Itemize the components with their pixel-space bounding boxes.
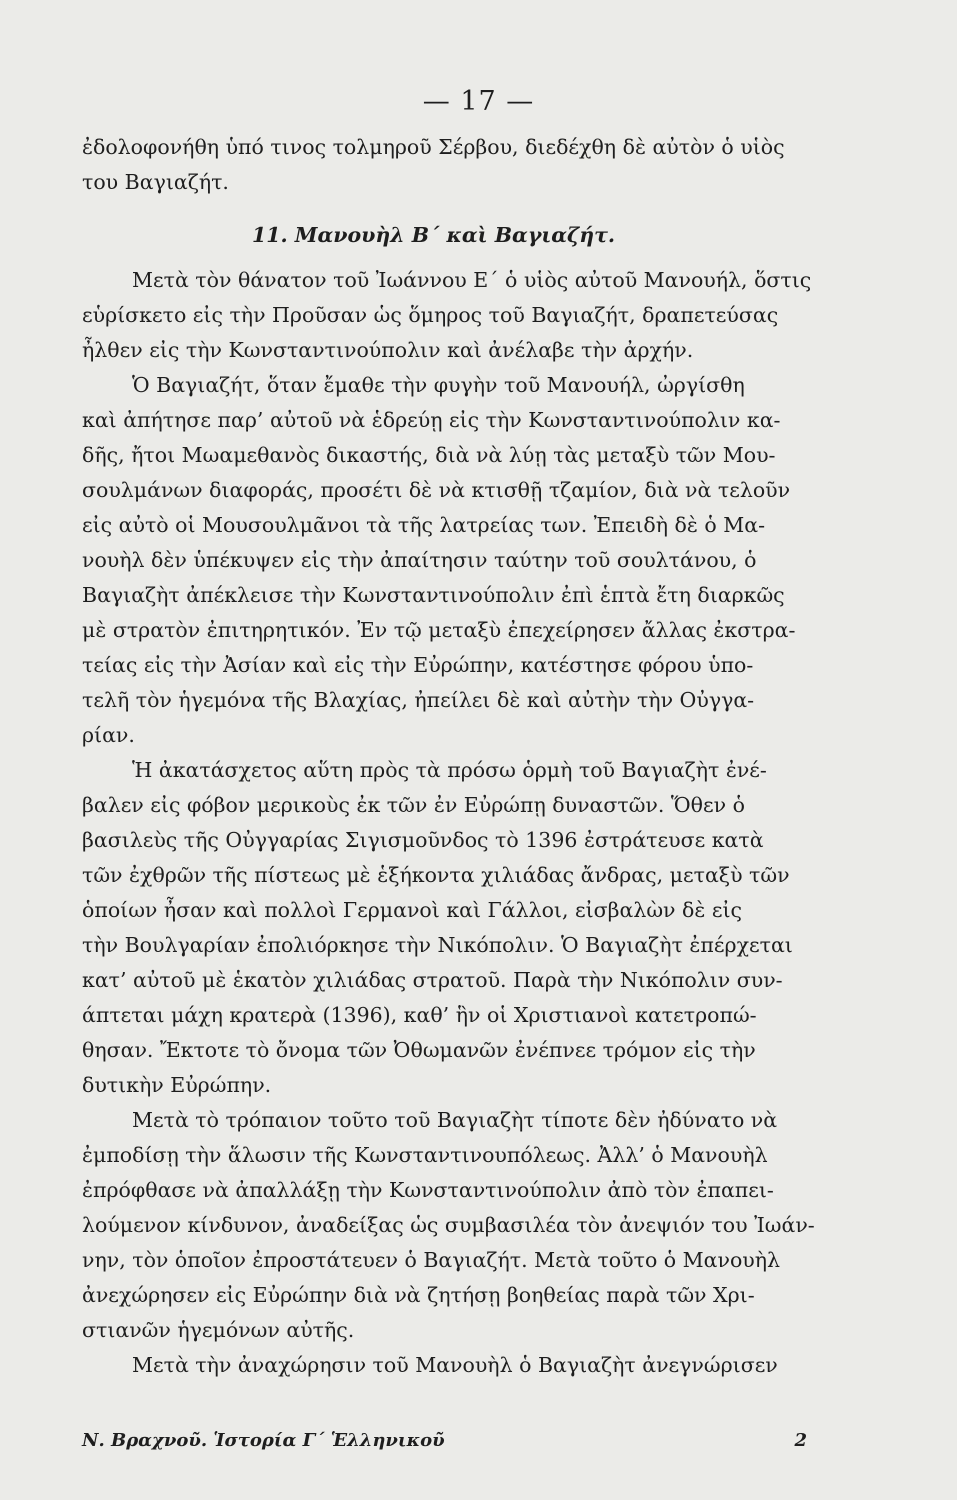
page-footer [82,1430,877,1451]
text-line: σουλμάνων διαφοράς, προσέτι δὲ νὰ κτισθῇ τζαμίον, διὰ νὰ τελοῦν [82,478,791,502]
text-line: ἐπρόφθασε νὰ ἀπαλλάξῃ τὴν Κωνσταντινούπολιν ἀπὸ τὸν ἐπαπει- [82,1178,774,1202]
text-line: Μετὰ τὸ τρόπαιον τοῦτο τοῦ Βαγιαζὴτ τίποτε δὲν ἠδύνατο νὰ [132,1108,778,1132]
text-line: Μετὰ τὴν ἀναχώρησιν τοῦ Μανουὴλ ὁ Βαγιαζὴτ ἀνεγνώρισεν [132,1353,778,1377]
text-line: μὲ στρατὸν ἐπιτηρητικόν. Ἐν τῷ μεταξὺ ἐπεχείρησεν ἄλλας ἐκστρα- [82,618,796,642]
text-line: ἐδολοφονήθη ὑπό τινος τολμηροῦ Σέρβου, διεδέχθη δὲ αὐτὸν ὁ υἱὸς [82,135,785,159]
text-line: Ἡ ἀκατάσχετος αὕτη πρὸς τὰ πρόσω ὁρμὴ τοῦ Βαγιαζὴτ ἐνέ- [132,758,767,782]
body-text [82,130,877,1383]
text-line: στιανῶν ἡγεμόνων αὐτῆς. [82,1318,355,1342]
text-line: εἰς αὐτὸ οἱ Μουσουλμᾶνοι τὰ τῆς λατρείας των. Ἐπειδὴ δὲ ὁ Μα- [82,513,766,537]
text-line: ἦλθεν εἰς τὴν Κωνσταντινούπολιν καὶ ἀνέλαβε τὴν ἀρχήν. [82,338,694,362]
section-heading: 11. Μανουὴλ Β΄ καὶ Βαγιαζήτ. [252,223,616,247]
text-line: Βαγιαζὴτ ἀπέκλεισε τὴν Κωνσταντινούπολιν ἐπὶ ἑπτὰ ἔτη διαρκῶς [82,583,785,607]
text-line: καὶ ἀπήτησε παρ’ αὐτοῦ νὰ ἑδρεύῃ εἰς τὴν Κωνσταντινούπολιν κα- [82,408,781,432]
text-line: εὑρίσκετο εἰς τὴν Προῦσαν ὡς ὅμηρος τοῦ Βαγιαζήτ, δραπετεύσας [82,303,779,327]
text-line: Μετὰ τὸν θάνατον τοῦ Ἰωάννου Ε΄ ὁ υἱὸς αὐτοῦ Μανουήλ, ὅστις [132,268,812,292]
page-number: — 17 — [422,86,535,117]
text-line: του Βαγιαζήτ. [82,170,229,194]
text-line: θησαν. Ἔκτοτε τὸ ὄνομα τῶν Ὀθωμανῶν ἐνέπνεε τρόμον εἰς τὴν [82,1038,756,1062]
text-line: τελῆ τὸν ἡγεμόνα τῆς Βλαχίας, ἠπείλει δὲ καὶ αὐτὴν τὴν Οὐγγα- [82,688,755,712]
text-line: λούμενον κίνδυνον, ἀναδείξας ὡς συμβασιλέα τὸν ἀνεψιόν του Ἰωάν- [82,1213,815,1237]
text-line: ὁποίων ἦσαν καὶ πολλοὶ Γερμανοὶ καὶ Γάλλοι, εἰσβαλὼν δὲ εἰς [82,898,743,922]
text-line: νην, τὸν ὁποῖον ἐπροστάτευεν ὁ Βαγιαζήτ. Μετὰ τοῦτο ὁ Μανουὴλ [82,1248,781,1272]
text-line: ρίαν. [82,723,135,747]
signature-mark: 2 [794,1430,807,1451]
text-line: τείας εἰς τὴν Ἀσίαν καὶ εἰς τὴν Εὐρώπην, κατέστησε φόρου ὑπο- [82,653,754,677]
text-line: άπτεται μάχη κρατερὰ (1396), καθ’ ἣν οἱ Χριστιανοὶ κατετροπώ- [82,1003,757,1027]
text-line: ἐμποδίσῃ τὴν ἅλωσιν τῆς Κωνσταντινουπόλεως. Ἀλλ’ ὁ Μανουὴλ [82,1143,768,1167]
text-line: βασιλεὺς τῆς Οὐγγαρίας Σιγισμοῦνδος τὸ 1396 ἐστράτευσε κατὰ [82,828,764,852]
text-line: κατ’ αὐτοῦ μὲ ἑκατὸν χιλιάδας στρατοῦ. Παρὰ τὴν Νικόπολιν συν- [82,968,783,992]
text-line: δῆς, ἤτοι Μωαμεθανὸς δικαστής, διὰ νὰ λύῃ τὰς μεταξὺ τῶν Μου- [82,443,776,467]
footer-citation: Ν. Βραχνοῦ. Ἱστορία Γ΄ Ἑλληνικοῦ [82,1430,445,1451]
text-line: βαλεν εἰς φόβον μερικοὺς ἐκ τῶν ἐν Εὐρώπῃ δυναστῶν. Ὅθεν ὁ [82,793,745,817]
text-line: δυτικὴν Εὐρώπην. [82,1073,272,1097]
text-line: νουὴλ δὲν ὑπέκυψεν εἰς τὴν ἀπαίτησιν ταύτην τοῦ σουλτάνου, ὁ [82,548,757,572]
text-line: τὴν Βουλγαρίαν ἐπολιόρκησε τὴν Νικόπολιν. Ὁ Βαγιαζὴτ ἐπέρχεται [82,933,793,957]
text-line: τῶν ἐχθρῶν τῆς πίστεως μὲ ἑξήκοντα χιλιάδας ἄνδρας, μεταξὺ τῶν [82,863,790,887]
text-line: Ὁ Βαγιαζήτ, ὅταν ἔμαθε τὴν φυγὴν τοῦ Μανουήλ, ὠργίσθη [132,373,745,397]
text-line: ἀνεχώρησεν εἰς Εὐρώπην διὰ νὰ ζητήσῃ βοηθείας παρὰ τῶν Χρι- [82,1283,755,1307]
